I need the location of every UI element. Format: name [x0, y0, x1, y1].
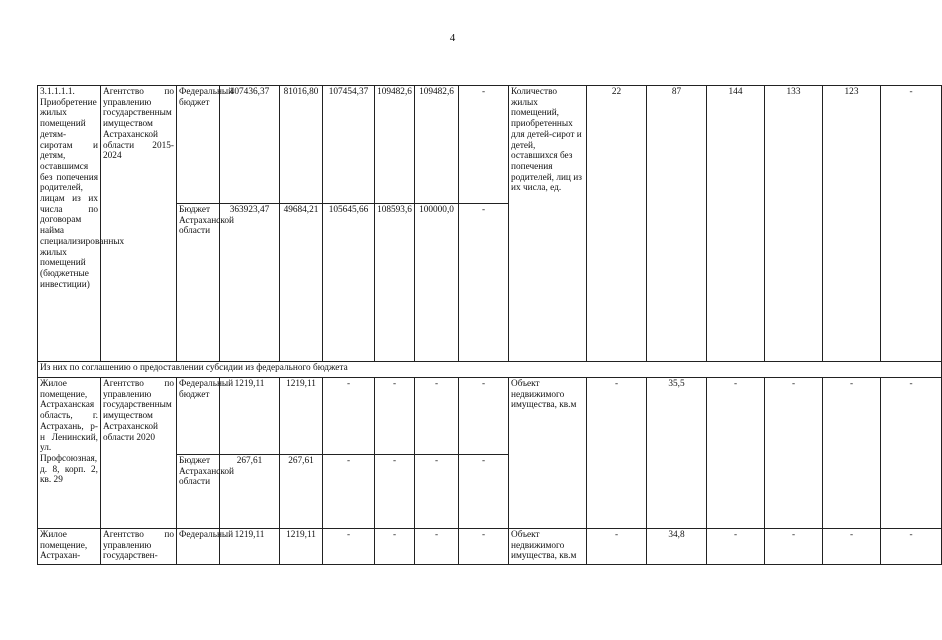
section-label: Из них по соглашению о предоставлении субсидии из федерального бюджета — [38, 362, 942, 378]
amount-cell: - — [375, 455, 415, 529]
amount-cell: 49684,21 — [280, 204, 323, 362]
indicator-value: - — [587, 378, 647, 529]
indicator-value: 144 — [707, 86, 765, 362]
indicator-value: 22 — [587, 86, 647, 362]
indicator-value: 35,5 — [647, 378, 707, 529]
amount-cell: 363923,47 — [220, 204, 280, 362]
amount-cell: 108593,6 — [375, 204, 415, 362]
amount-cell: 1219,11 — [220, 529, 280, 565]
source-cell: Федеральный бюджет — [177, 86, 220, 204]
amount-cell: 109482,6 — [415, 86, 459, 204]
amount-cell: - — [415, 455, 459, 529]
indicator-value: - — [765, 529, 823, 565]
amount-cell: 267,61 — [220, 455, 280, 529]
source-cell: Бюджет Астраханской области — [177, 204, 220, 362]
amount-cell: 107454,37 — [323, 86, 375, 204]
executor-cell: Агентство по управлению государствен- — [101, 529, 177, 565]
program-table — [37, 85, 942, 565]
object-name-cell: Жилое помещение, Астрахан- — [38, 529, 101, 565]
indicator-value: - — [765, 378, 823, 529]
amount-cell: 81016,80 — [280, 86, 323, 204]
indicator-cell: Количество жилых помещений, приобретенных для детей-сирот и детей, оставшихся без попечения родителей, лиц из их числа, ед. — [509, 86, 587, 362]
indicator-value: - — [881, 529, 942, 565]
amount-cell: - — [459, 455, 509, 529]
indicator-cell: Объект недвижимого имущества, кв.м — [509, 529, 587, 565]
executor-cell: Агентство по управлению государственным имуществом Астраханской области 2020 — [101, 378, 177, 529]
amount-cell: - — [415, 378, 459, 455]
executor-cell: Агентство по управлению государственным имуществом Астраханской области 2015-2024 — [101, 86, 177, 362]
amount-cell: - — [459, 529, 509, 565]
object-name-cell: Жилое помещение, Астраханская область, г. Астрахань, р-н Ленинский, ул. Профсоюзная, д. 8, корп. 2, кв. 29 — [38, 378, 101, 529]
amount-cell: 105645,66 — [323, 204, 375, 362]
amount-cell: - — [375, 529, 415, 565]
table-row — [38, 86, 942, 204]
amount-cell: 1219,11 — [280, 529, 323, 565]
activity-name-cell: 3.1.1.1.1. Приобретение жилых помещений детям-сиротам и детям, оставшимся без попечения родителей, лицам из их числа по договорам найма специализированных жилых помещений (бюджетные инвестиции) — [38, 86, 101, 362]
indicator-value: - — [707, 529, 765, 565]
table-row — [38, 362, 942, 378]
indicator-value: - — [823, 529, 881, 565]
table-row — [38, 529, 942, 565]
source-cell: Федеральный — [177, 529, 220, 565]
amount-cell: 407436,37 — [220, 86, 280, 204]
indicator-value: - — [881, 86, 942, 362]
amount-cell: - — [375, 378, 415, 455]
amount-cell: - — [323, 455, 375, 529]
amount-cell: 1219,11 — [280, 378, 323, 455]
indicator-value: 34,8 — [647, 529, 707, 565]
source-cell: Бюджет Астраханской области — [177, 455, 220, 529]
indicator-value: - — [587, 529, 647, 565]
indicator-value: 87 — [647, 86, 707, 362]
amount-cell: 1219,11 — [220, 378, 280, 455]
source-cell: Федеральный бюджет — [177, 378, 220, 455]
indicator-value: 123 — [823, 86, 881, 362]
indicator-cell: Объект недвижимого имущества, кв.м — [509, 378, 587, 529]
amount-cell: - — [459, 204, 509, 362]
amount-cell: - — [323, 529, 375, 565]
amount-cell: 109482,6 — [375, 86, 415, 204]
amount-cell: 267,61 — [280, 455, 323, 529]
table-row — [38, 378, 942, 455]
indicator-value: - — [823, 378, 881, 529]
amount-cell: - — [323, 378, 375, 455]
page-number: 4 — [449, 32, 456, 44]
amount-cell: - — [459, 378, 509, 455]
amount-cell: 100000,0 — [415, 204, 459, 362]
indicator-value: 133 — [765, 86, 823, 362]
amount-cell: - — [459, 86, 509, 204]
amount-cell: - — [415, 529, 459, 565]
indicator-value: - — [707, 378, 765, 529]
indicator-value: - — [881, 378, 942, 529]
